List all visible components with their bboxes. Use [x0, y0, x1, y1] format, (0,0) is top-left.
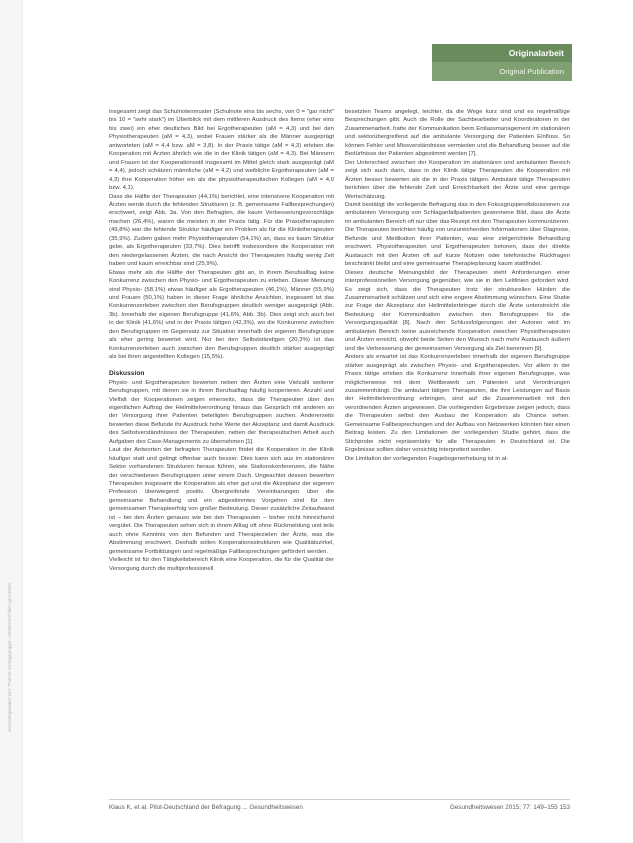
body-paragraph: Der Unterschied zwischen der Kooperation im stationären und ambulanten Bereich zeigt sich auch darin, dass in der Klinik tätige Therapeuten die Kooperation mit Ärzten besser bewerten als die in der Praxis tätigen. Ambulant tätige Therapeuten berichten über die fehlende Zeit und Erreichbarkeit der Ärzte und eine geringe Wertschätzung.	[345, 159, 570, 200]
body-paragraph: Laut der Antworten der befragten Therapeuten findet die Kooperation in der Klinik häufiger statt und gelingt offenbar auch besser. Dies kann sich aus im stationären Sektor vorhandenen Strukturen heraus führen, wie Stationskonferenzen, die Nähe der verschiedenen Berufsgruppen unter einem Dach. Ungeachtet dessen bewerten Therapeuten insgesamt die Kooperation als eher gut und die Akzeptanz der eigenen Profession überwiegend positiv. Übergreifende Vereinbarungen über die gemeinsame Behandlung und ein abgestimmtes Vorgehen sind für den gemeinsamen Therapieerfolg von großer Bedeutung. Dieser zusätzliche Zeitaufwand ist – bei den Ärzten genauso wie bei den Therapeuten – bisher nicht hinreichend vergütet. Die Therapeuten sehen sich in ihrem Alltag oft ohne Rückmeldung und teils auch ohne Kenntnis von den Befunden und Therapiezielen der Ärzte, was die Abstimmung erschwert. Deshalb sollen Kooperationsstrukturen wie Qualitätszirkel, gemeinsame Fortbildungen und regelmäßige Fallbesprechungen gefördert werden.	[109, 447, 334, 555]
body-paragraph: besetzten Teams angelegt, leichter, da die Wege kurz sind und es regelmäßige Besprechungen gibt. Auch die Rolle der Sachbearbeiter und Koordinatoren in der Zusammenarbeit, hatte der Kommunikation beim Entlassmanagement im stationären und sektorübergreifend auf die ambulante Versorgung der Patienten Einfluss. So können Fehler und Missverständnisse vermieden und die Behandlung besser auf die Bedürfnisse der Patienten abgestimmt werden [7].	[345, 109, 570, 158]
body-paragraph: insgesamt zeigt das Schulnotenmuster (Schulnote eins bis sechs, von 0 = "gar nicht" bis 10 = "sehr stark") im Überblick mit dem mittleren Ausdruck des Items (eher eins bis zwei) ein eher deutliches Bild bei Ergotherapeuten (aM = 4,3) und bei den Physiotherapeuten (aM = 4,3), wobei Frauen stärker als die Männer ausgeprägt antworteten (aM = 4,4 bzw. aM = 3,8). In der Praxis tätige (aM = 4,3) erleben die Kooperation mit Ärzten ähnlich wie die in der Klinik tätigen (aM = 4,3). Bei Männern und Frauen ist der Kooperationsstil insgesamt im Mittel gleich stark ausgeprägt (aM = 4,4), jedoch schätzen männliche (aM = 4,2) und weibliche Ergotherapeuten (aM = 4,3) ihre Kooperation höher ein als die physiotherapeutischen Kollegen (aM = 4,0 bzw. 4,1).	[109, 109, 334, 192]
right-column	[345, 108, 570, 791]
footer-divider	[109, 799, 570, 800]
body-paragraph: Physio- und Ergotherapeuten bewerten neben den Ärzten eine Vielzahl weiterer Berufsgruppen, mit denen sie in ihrem Berufsalltag häufig kooperieren. Anzahl und Vielfalt der Kooperationen zeigen einerseits, dass die Therapeuten über den eigentlichen Auftrag der Heilmittelverordnung hinaus das Gespräch mit anderen an der Versorgung ihrer Patienten beteiligten Berufsgruppen suchen. Andererseits bewerten diese Befunde ihr Ausdruck hohe Werte der Akzeptanz und damit Ausdruck des Selbstverständnisses der Therapeuten, neben der therapeutischen Arbeit auch Aufgaben des Case-Managements zu übernehmen [1].	[109, 379, 334, 445]
body-paragraph: Die Limitation der vorliegenden Fragebogenerhebung ist in al-	[345, 455, 509, 462]
footer-journal-page: Gesundheitswesen 2015; 77: 149–155 153	[449, 804, 570, 811]
side-margin-strip	[0, 0, 23, 843]
section-tag-title: Originalarbeit	[432, 44, 572, 62]
body-paragraph: Vielleicht ist für den Tätigkeitsbereich Klinik eine Kooperation, die für die Qualität der Versorgung durch die multiprofessionell	[109, 557, 334, 572]
body-paragraph: Etwas mehr als die Hälfte der Therapeuten gibt an, in ihrem Berufsalltag keine Konkurrenz zwischen den Physio- und Ergotherapeuten zu erleben. Dieser Meinung sind Physio- (58,1%) etwas häufiger als Ergotherapeuten (46,1%), Männer (55,9%) und Frauen (50,1%) haben in dieser Frage ähnliche Ansichten, insgesamt ist das Konkurrenzerleben zwischen den Berufsgruppen deutlich weniger ausgeprägt (Abb. 3b). Innerhalb der eigenen Berufsgruppe (41,6%, Abb. 3b). Dies zeigt sich auch bei in der Klinik (41,6%) und in der Praxis tätigen (42,3%), wo die Konkurrenz zwischen den Berufsgruppen im Gegensatz zur Situation innerhalb der eigenen Berufsgruppe als eher gering bewertet wird. Nur bei den Selbstständigen (20,3%) ist das Konkurrenzerleben auch zwischen den Berufsgruppen deutlich stärker ausgeprägt als bei ihren angestellten Kollegen (15,5%).	[109, 269, 334, 361]
body-paragraph: Damit bestätigt die vorliegende Befragung das in den Fokusgruppendiskussionen zur ambulanten Versorgung von Schlaganfallpatienten gewonnene Bild, dass die Ärzte im ambulanten Bereich oft nur über das Rezept mit den Therapeuten kommunizieren. Die Therapeuten berichten häufig von unzureichenden Informationen über Diagnose, Befunde und Medikation ihrer Patienten, was eine zielgerichtete Behandlung erschwert. Physiotherapeuten und Ergotherapeuten betonen, dass der direkte Austausch mit den Ärzten oft auf kurze Notizen oder telefonische Rückfragen beschränkt bleibt und eine gemeinsame Therapieplanung kaum stattfindet.	[345, 201, 570, 268]
section-tag	[432, 44, 572, 81]
left-column	[109, 108, 334, 791]
discussion-heading: Diskussion	[109, 369, 145, 377]
body-paragraph: Dass die Hälfte der Therapeuten (44,1%) berichtet, eine intensivere Kooperation mit Ärzten werde durch die fehlenden Strukturen (z. B. gemeinsame Fallbesprechungen) erschwert, zeigt Abb. 3a. Von den Befragten, die kaum Verbesserungsvorschläge machen (26,4%), waren die meisten in der Praxis tätig. Für die Praxistherapeuten (49,8%) war die fehlende Struktur häufiger ein Problem als für die Kliniktherapeuten (35,9%). Zudem gaben mehr Physiotherapeuten (54,1%) an, dass es kaum Struktur gebe, als Ergotherapeuten (33,7%). Dies betrifft insbesondere die Kooperation mit den niedergelassenen Ärzten, die nach Ansicht der Therapeuten häufig wenig Zeit haben und kaum erreichbar sind (25,9%).	[109, 193, 334, 268]
body-paragraph: Anders als erwartet ist das Konkurrenzerleben innerhalb der eigenen Berufsgruppe stärker ausgeprägt als zwischen Physio- und Ergotherapeuten. Vor allem in der Praxis tätige erleben die Konkurrenz innerhalb ihrer eigenen Berufsgruppe, was möglicherweise mit dem Wettbewerb um Patienten und Verordnungen zusammenhängt. Die ambulant tätigen Therapeuten, die ihre Leistungen auf Basis der Heilmittelverordnung erbringen, sind auf die Zusammenarbeit mit den verordnenden Ärzten angewiesen. Die vorliegenden Ergebnisse zeigen jedoch, dass die Therapeuten selbst den Ausbau der Kooperation als Chance sehen. Gemeinsame Fallbesprechungen und der Aufbau von Netzwerken könnten hier einen Beitrag leisten. Zu den Limitationen der vorliegenden Studie gehört, dass die Stichprobe nicht repräsentativ für alle Therapeuten in Deutschland ist. Die Ergebnisse sollten daher vorsichtig interpretiert werden.	[345, 354, 570, 454]
side-download-note: Heruntergeladen von: Thieme Verlagsgruppe. Urheberrechtlich geschützt.	[7, 581, 12, 732]
footer-citation: Klaus K, et al. Pilot-Deutschland der Befragung ... Gesundheitswesen	[109, 804, 303, 811]
section-tag-subtitle: Original Publication	[499, 67, 564, 76]
body-paragraph: Dieses deutsche Meinungsbild der Therapeuten steht Anforderungen einer interprofessionellen Versorgung gegenüber, wie sie in den Leitlinien gefordert wird. Es zeigt sich, dass die Therapeuten trotz der strukturellen Hürden die Zusammenarbeit schätzen und sich eine engere Abstimmung wünschen. Eine Studie zur Frage der Akzeptanz der Heilmittelerbringer durch die Ärzte unterstreicht die Bedeutung der Kommunikation zwischen den Berufsgruppen für die Versorgungsqualität [8]. Nach den Schlussfolgerungen der Autoren wird im ambulanten Bereich keine ausreichende Kooperation zwischen Physiotherapeuten und Ärzten erreicht, obwohl beide Seiten den Wunsch nach mehr Austausch äußern und die Verbesserung der gemeinsamen Versorgung als Ziel benennen [9].	[345, 269, 570, 352]
